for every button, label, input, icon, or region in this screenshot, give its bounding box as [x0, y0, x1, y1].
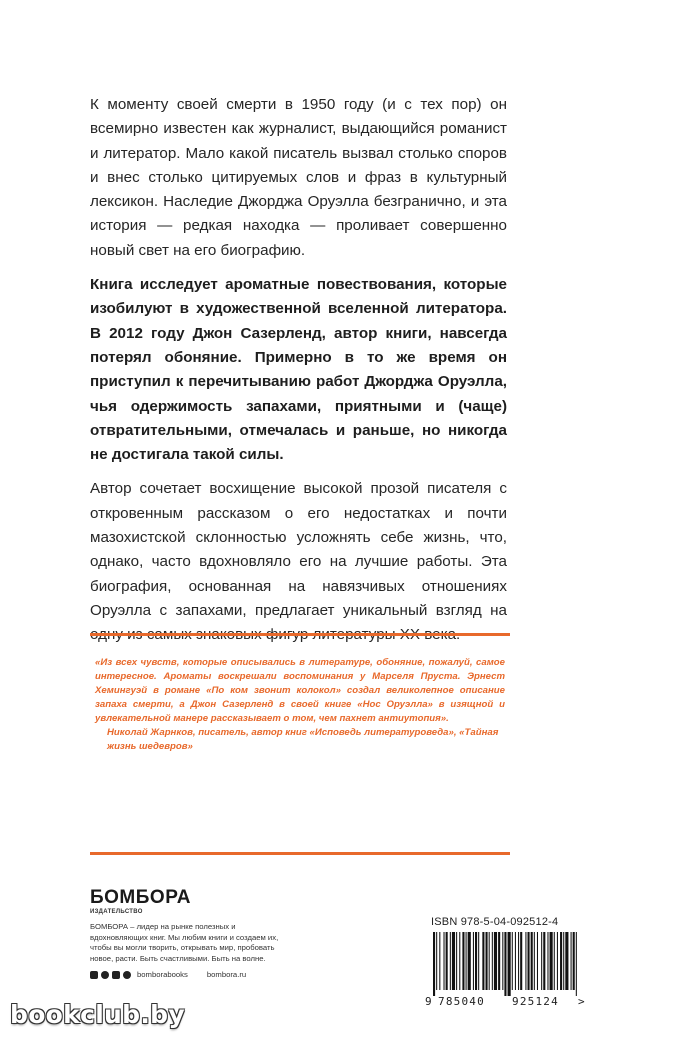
facebook-icon[interactable] [112, 971, 120, 979]
barcode-digits [425, 995, 595, 1008]
isbn-block [425, 916, 595, 1008]
paragraph-summary: Автор сочетает восхищение высокой прозой писателя с откровенным рассказом о его недостатках и почти мазохистской склонностью усложнять себе жизнь, что, однако, часто вдохновляло его на лучшие работы. Эта биография, основанная на навязчивых отношениях Оруэлла с запахами, предлагает уникальный взгляд на одну из самых знаковых фигур литературы XX века. [90, 480, 507, 644]
publisher-contacts [90, 970, 290, 979]
paragraph-highlight: Книга исследует ароматные повествования, которые изобилуют в художественной вселенной литератора. В 2012 году Джон Сазерленд, автор книги, навсегда потерял обоняние. Примерно в то же время он приступил к перечитыванию работ Джорджа Оруэлла, чья одержимость запахами, приятными и (чаще) отвратительными, отмечалась и раньше, но никогда не достигала такой силы. [90, 276, 507, 464]
barcode-icon [425, 932, 585, 996]
youtube-icon[interactable] [123, 971, 131, 979]
website-link[interactable]: bombora.ru [206, 970, 247, 979]
isbn-label: ISBN 978-5-04-092512-4 [431, 916, 559, 928]
paragraph-intro: К моменту своей смерти в 1950 году (и с тех пор) он всемирно известен как журналист, выдающийся романист и литератор. Мало какой писатель вызвал столько споров и внес столько цитируемых слов и фраз в культурный лексикон. Наследие Джорджа Оруэлла безгранично, и эта история — редкая находка — проливает совершенно новый свет на его биографию. [90, 96, 507, 259]
instagram-icon[interactable] [101, 971, 109, 979]
social-handle[interactable]: bomborabooks [137, 970, 188, 979]
barcode-digits-right: 925124 [512, 995, 559, 1008]
barcode-quiet-mark: > [578, 995, 585, 1008]
publisher-block [90, 888, 290, 979]
quote-author: Николай Жарнков, писатель, автор книг «Исповедь литературоведа», «Тайная жизнь шедевров» [107, 727, 499, 752]
barcode-digit-first: 9 [425, 995, 432, 1008]
publisher-logo-subtitle: ИЗДАТЕЛЬСТВО [90, 909, 143, 915]
annotation-text [90, 93, 507, 658]
publisher-description: БОМБОРА – лидер на рынке полезных и вдохновляющих книг. Мы любим книги и создаем их, чтобы вы могли творить, открывать мир, пробовать новое, расти. Быть счастливыми. Быть на волне. [90, 922, 279, 963]
vk-icon[interactable] [90, 971, 98, 979]
watermark: bookclub.by [10, 1000, 185, 1029]
review-quote [90, 633, 510, 855]
publisher-logo: БОМБОРА [90, 887, 191, 908]
quote-text: «Из всех чувств, которые описывались в литературе, обоняние, пожалуй, самое интересное. Ароматы воскрешали воспоминания у Марселя Пруста. Эрнест Хемингуэй в романе «По ком звонит колокол» создал великолепное описание запаха смерти, а Джон Сазерленд в своей книге «Нос Оруэлла» в изящной и увлекательной манере рассказывает о том, чем пахнет антиутопия». [95, 657, 505, 724]
barcode-digits-left: 785040 [438, 995, 485, 1008]
